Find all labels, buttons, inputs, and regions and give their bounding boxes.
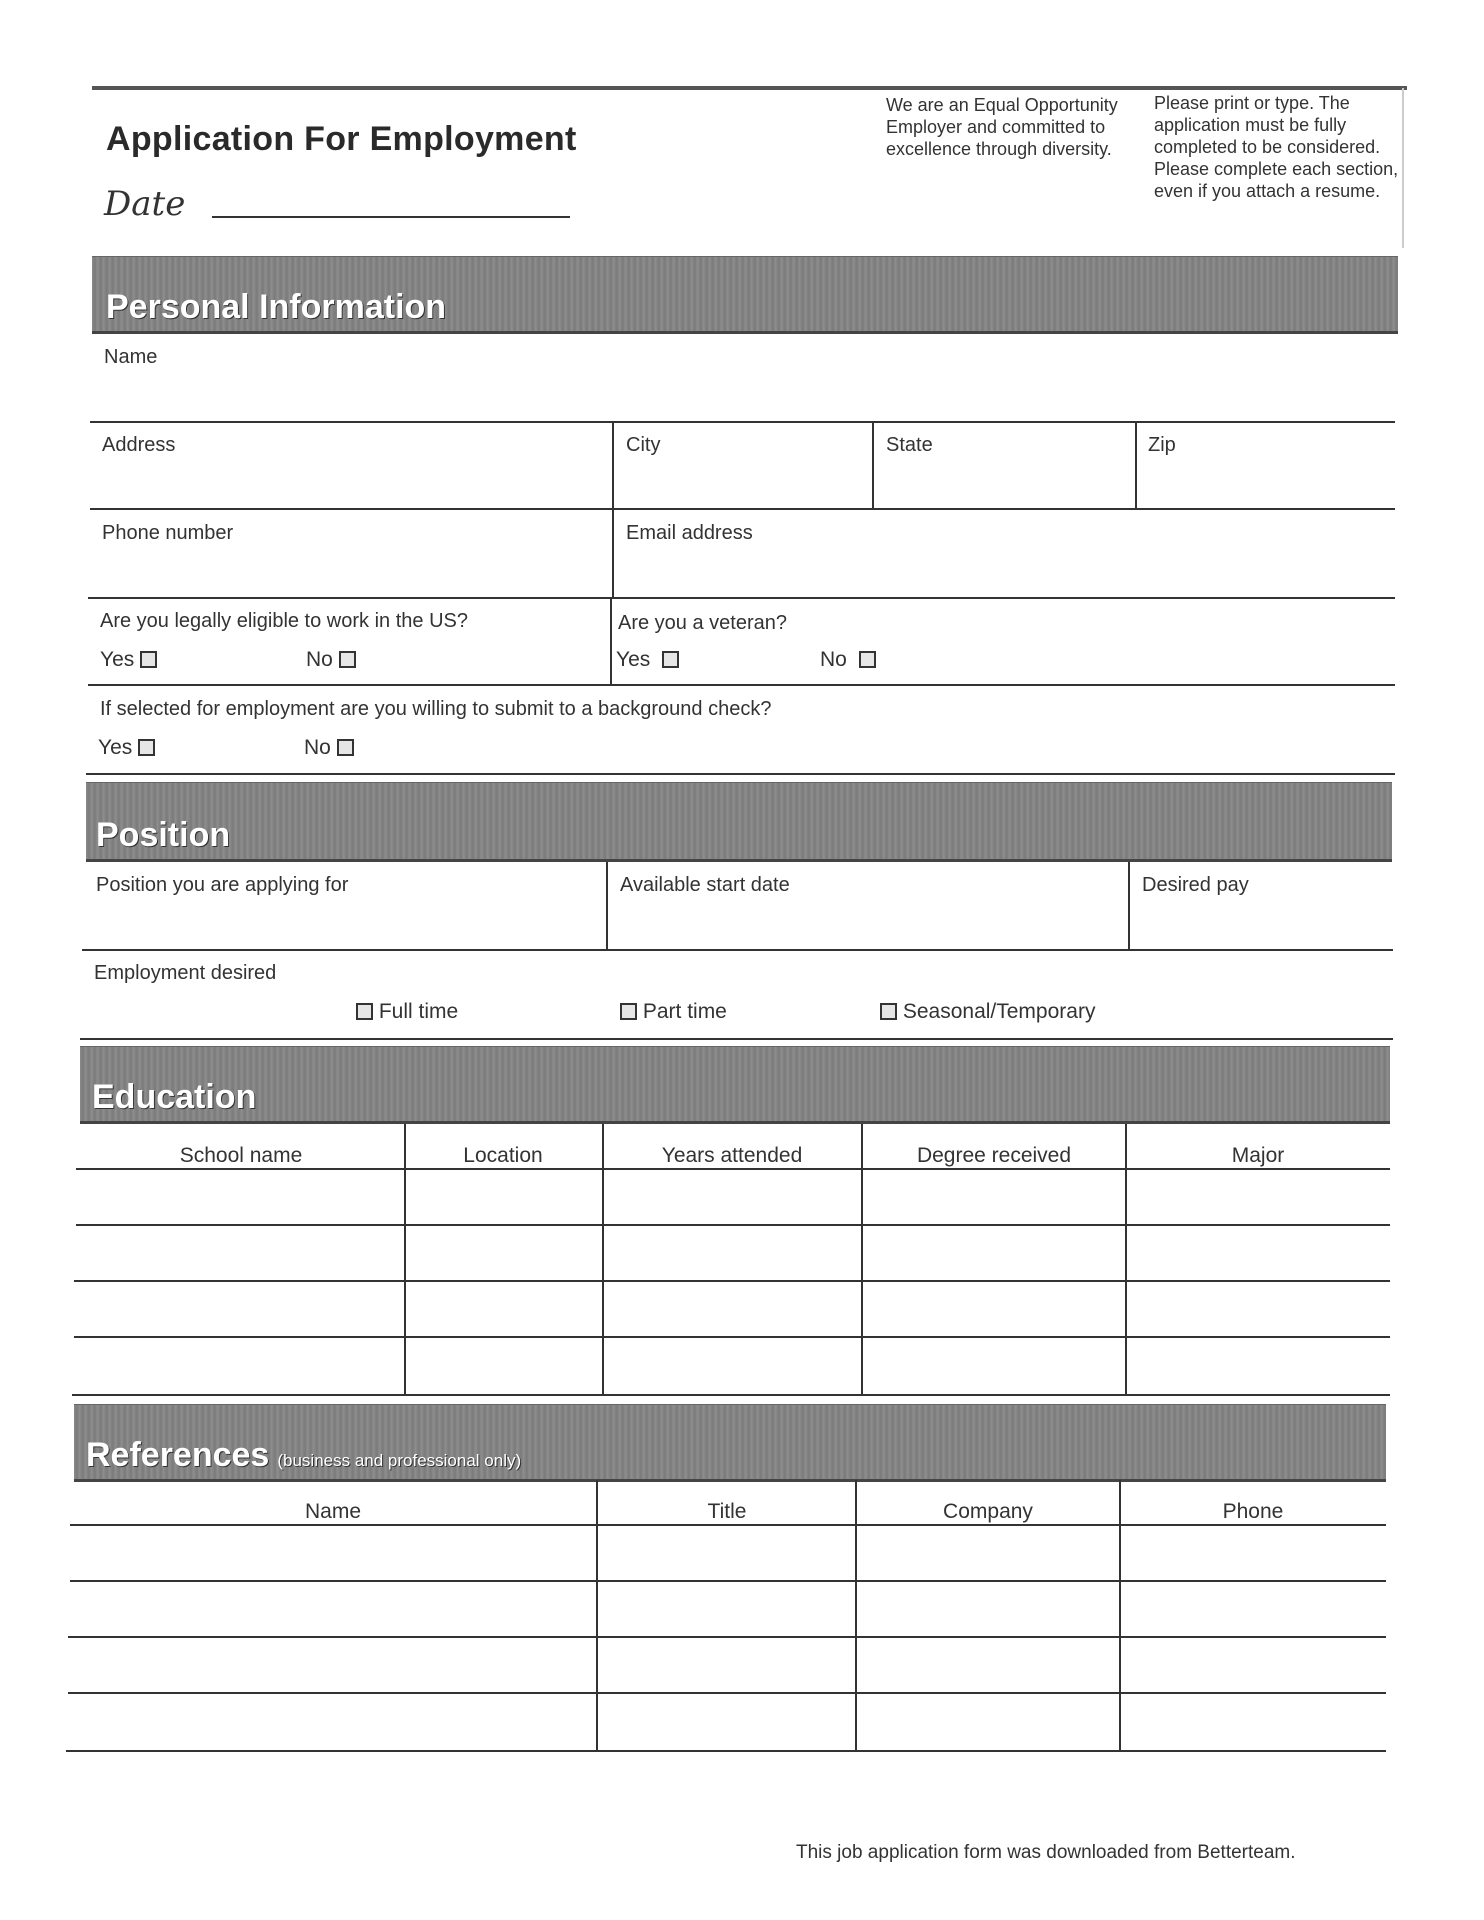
references-col-company: Company [943,1500,1033,1523]
veteran-no-checkbox[interactable] [859,651,876,668]
background-check-question: If selected for employment are you willing to submit to a background check? [100,698,772,720]
divider [404,1124,406,1394]
seasonal-option[interactable] [880,1000,1095,1024]
veteran-no-option[interactable] [820,648,876,672]
state-field[interactable] [874,460,1134,506]
employment-desired-label: Employment desired [94,962,277,984]
references-title: References [86,1436,270,1474]
yes-label: Yes [616,648,651,671]
education-col-school: School name [179,1144,303,1167]
divider [90,508,1395,510]
eligible-no-option[interactable] [306,648,356,672]
references-col-title: Title [707,1500,747,1523]
divider [596,1480,598,1750]
education-header [80,1046,1390,1124]
part-time-checkbox[interactable] [620,1003,637,1020]
table-row [76,1224,1390,1226]
references-title-group [86,1436,521,1475]
position-header [86,782,1392,862]
divider [88,684,1395,686]
seasonal-label: Seasonal/Temporary [902,1000,1096,1023]
background-yes-checkbox[interactable] [138,739,155,756]
table-row [74,1280,1390,1282]
table-row [68,1692,1386,1694]
date-label: Date [104,184,186,224]
divider [86,773,1395,775]
full-time-label: Full time [378,1000,459,1023]
email-field[interactable] [614,548,1394,594]
address-label: Address [102,434,176,456]
yes-label: Yes [98,736,133,759]
reference-cell[interactable] [70,1526,594,1578]
table-row [74,1336,1390,1338]
divider [602,1124,604,1394]
divider [872,422,874,508]
background-no-option[interactable] [304,736,354,760]
start-date-field[interactable] [610,900,1124,946]
reference-cell[interactable] [598,1526,853,1578]
education-col-degree: Degree received [916,1144,1072,1167]
divider [1135,422,1137,508]
reference-cell[interactable] [857,1526,1117,1578]
full-time-checkbox[interactable] [356,1003,373,1020]
position-title: Position [96,816,231,854]
table-row [68,1636,1386,1638]
eligible-yes-checkbox[interactable] [140,651,157,668]
divider [612,422,614,508]
instructions-notice: Please print or type. The application must be fully completed to be considered. Please complete each section, even if you attach a resume. [1154,93,1399,201]
divider [606,862,608,950]
phone-label: Phone number [102,522,234,544]
full-time-option[interactable] [356,1000,458,1024]
desired-pay-label: Desired pay [1142,874,1249,896]
zip-label: Zip [1148,434,1176,456]
form-title: Application For Employment [106,120,577,158]
divider [82,949,1393,951]
personal-information-header [92,256,1398,334]
no-label: No [304,736,331,759]
city-label: City [626,434,661,456]
table-row [66,1750,1386,1752]
desired-pay-field[interactable] [1132,900,1392,946]
veteran-question: Are you a veteran? [618,612,787,634]
footer-note: This job application form was downloaded from Betterteam. [796,1842,1296,1863]
divider [80,1038,1393,1040]
divider [1119,1480,1121,1750]
part-time-label: Part time [642,1000,727,1023]
veteran-yes-checkbox[interactable] [662,651,679,668]
veteran-yes-option[interactable] [616,648,679,672]
education-title: Education [92,1078,257,1116]
table-row [70,1580,1386,1582]
divider [861,1124,863,1394]
part-time-option[interactable] [620,1000,727,1024]
position-applying-label: Position you are applying for [96,874,349,896]
divider [90,421,1395,423]
phone-field[interactable] [90,548,610,594]
zip-field[interactable] [1138,460,1394,506]
name-label: Name [104,346,158,368]
no-label: No [306,648,333,671]
divider [855,1480,857,1750]
divider [1125,1124,1127,1394]
eligible-yes-option[interactable] [100,648,157,672]
education-col-major: Major [1231,1144,1285,1167]
divider [612,509,614,597]
address-field[interactable] [90,460,610,506]
notice-border [1402,88,1404,248]
header-top-rule [92,86,1407,90]
position-field[interactable] [84,900,604,946]
eeo-notice: We are an Equal Opportunity Employer and committed to excellence through diversity. [886,95,1118,159]
divider [610,598,612,684]
seasonal-checkbox[interactable] [880,1003,897,1020]
city-field[interactable] [614,460,870,506]
references-col-name: Name [304,1500,362,1523]
state-label: State [886,434,933,456]
background-no-checkbox[interactable] [337,739,354,756]
personal-information-title: Personal Information [106,288,447,326]
table-row [72,1394,1390,1396]
references-subtitle: (business and professional only) [277,1451,522,1470]
eligible-question: Are you legally eligible to work in the US? [100,610,468,632]
background-yes-option[interactable] [98,736,155,760]
education-col-location: Location [463,1144,543,1167]
education-cell[interactable] [76,1170,402,1222]
divider [1128,862,1130,950]
education-cell[interactable] [863,1170,1123,1222]
education-cell[interactable] [406,1170,600,1222]
yes-label: Yes [100,648,135,671]
references-header [74,1404,1386,1482]
education-cell[interactable] [1127,1170,1389,1222]
date-field[interactable] [212,216,570,218]
divider [88,597,1395,599]
reference-cell[interactable] [1121,1526,1385,1578]
start-date-label: Available start date [620,874,790,896]
no-label: No [820,648,847,671]
references-col-phone: Phone [1222,1500,1284,1523]
name-field[interactable] [90,368,1395,420]
education-col-years: Years attended [661,1144,803,1167]
eligible-no-checkbox[interactable] [339,651,356,668]
email-label: Email address [626,522,753,544]
education-cell[interactable] [604,1170,859,1222]
